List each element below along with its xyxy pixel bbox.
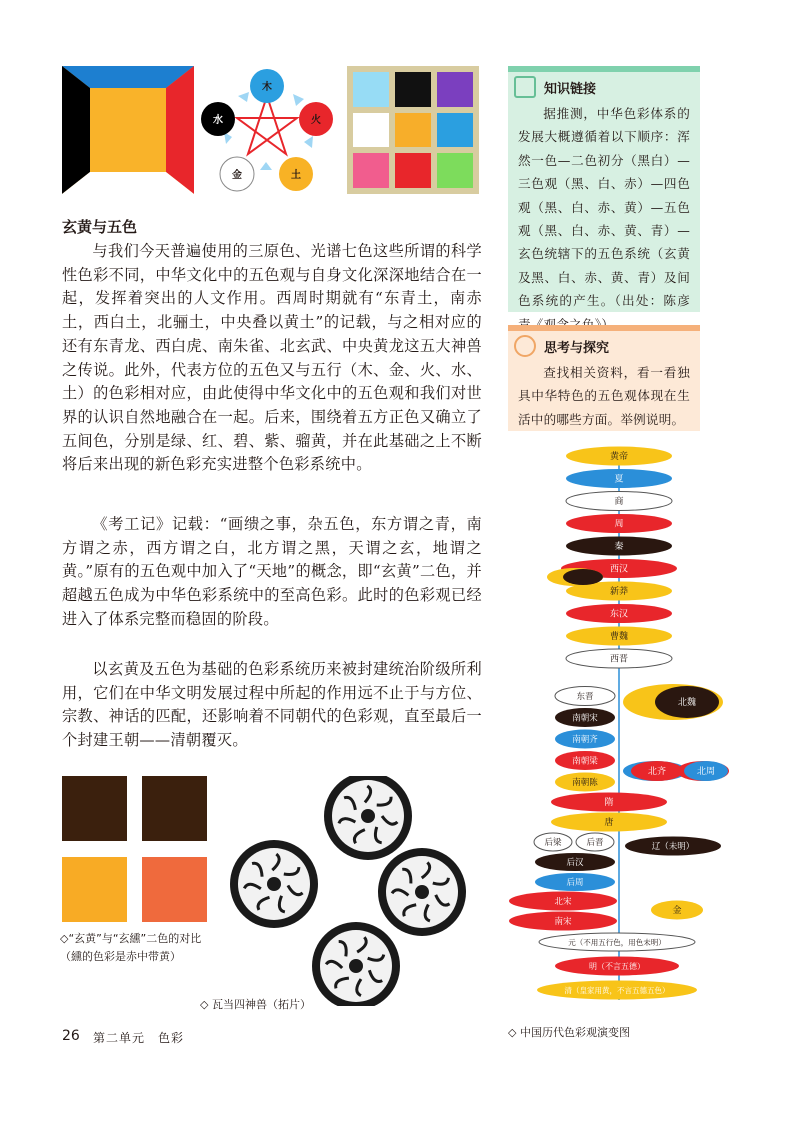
liao-label: 辽（未明） — [651, 842, 695, 852]
yuan-label: 元（不用五行色，用色未明） — [568, 938, 666, 947]
wheel-label-metal: 金 — [232, 170, 242, 181]
beiwei-label: 北魏 — [677, 698, 697, 708]
dynasty-label: 西晋 — [609, 654, 629, 665]
beiqi-label: 北齐 — [647, 767, 667, 777]
ming-label: 明（不言五德） — [589, 962, 645, 971]
five-elements-wheel — [200, 66, 335, 194]
beisong-label: 北宋 — [554, 897, 572, 907]
color-swatch — [353, 153, 389, 188]
unit-label: 第二单元 色彩 — [93, 1031, 185, 1045]
knowledge-link-box — [508, 66, 700, 312]
houhan-label: 后汉 — [566, 858, 584, 868]
xihan-black-band — [563, 569, 603, 585]
nanchao-label: 东晋 — [576, 692, 594, 702]
color-swatch-grid — [347, 66, 479, 194]
huang-square — [62, 857, 127, 922]
color-room-figure — [62, 66, 194, 194]
dynasty-label: 西汉 — [609, 564, 629, 575]
tile-rubbing — [312, 922, 400, 1006]
dynasty-label: 新莽 — [609, 587, 629, 597]
dynasty-label: 曹魏 — [609, 632, 629, 642]
section-title: 玄黄与五色 — [62, 218, 138, 236]
color-swatch — [437, 153, 473, 188]
caption-tiles: ◇ 瓦当四神兽（拓片） — [200, 998, 311, 1011]
dynasty-label: 秦 — [614, 542, 624, 552]
wheel-label-water: 水 — [213, 115, 223, 126]
nanchao-label: 南朝梁 — [572, 756, 598, 767]
dynasty-label: 商 — [614, 497, 624, 507]
paragraph-2: 《考工记》记载：“画缋之事，杂五色，东方谓之青，南方谓之赤，西方谓之白，北方谓之黑，天谓之玄，地谓之黄。”原有的五色观中加入了“天地”的概念，即“玄黄”二色，并超越五色成为中华色彩系统中的至高色彩。此时的色彩观已经进入了体系完整而稳固的阶段。 — [62, 515, 482, 628]
tile-rubbing — [378, 848, 466, 936]
color-swatch — [437, 72, 473, 107]
wheel-label-fire: 火 — [311, 115, 321, 126]
color-swatch — [395, 153, 431, 188]
page-number: 26 — [62, 1028, 80, 1044]
dynasty-label: 东汉 — [609, 609, 629, 620]
nanchao-label: 南朝齐 — [572, 735, 598, 745]
color-swatch — [395, 72, 431, 107]
nansong-label: 南宋 — [554, 917, 572, 927]
dynasty-label: 夏 — [614, 474, 624, 485]
color-swatch — [437, 113, 473, 148]
think-explore-title: 思考与探究 — [544, 340, 610, 356]
houliang-label: 后梁 — [544, 838, 562, 848]
lightbulb-icon — [514, 335, 536, 357]
wheel-label-wood: 木 — [262, 82, 272, 93]
think-explore-text: 查找相关资料，看一看独具中华特色的五色观体现在生活中的哪些方面。举例说明。 — [518, 365, 690, 427]
four-beasts-tiles-rubbing — [216, 776, 481, 1006]
nanchao-label: 南朝宋 — [572, 713, 598, 724]
paragraph-3: 以玄黄及五色为基础的色彩系统历来被封建统治阶级所利用，它们在中华文明发展过程中所起的作用远不止于与方位、宗教、神话的匹配，还影响着不同朝代的色彩观，直至最后一个封建王朝——清朝覆灭。 — [62, 660, 482, 750]
timeline-caption: ◇ 中国历代色彩观演变图 — [508, 1026, 630, 1039]
wheel-label-earth: 土 — [291, 170, 301, 181]
dynasty-label: 周 — [614, 519, 624, 530]
beizhou-label: 北周 — [696, 767, 716, 777]
dynasty-color-timeline — [505, 440, 730, 1010]
color-swatch — [395, 113, 431, 148]
tile-rubbing — [230, 840, 318, 928]
document-icon — [514, 76, 536, 98]
think-explore-box — [508, 325, 700, 431]
sui-label: 隋 — [604, 798, 614, 808]
color-swatch — [353, 113, 389, 148]
tile-rubbing — [324, 776, 412, 860]
dynasty-label: 黄帝 — [609, 452, 629, 462]
knowledge-link-title: 知识链接 — [544, 81, 597, 97]
houjin-label: 后晋 — [586, 838, 604, 848]
houzhou-label: 后周 — [566, 878, 584, 888]
tang-label: 唐 — [604, 818, 614, 828]
qing-label: 清（皇家用黄，不言五德五色） — [564, 986, 670, 995]
nanchao-label: 南朝陈 — [572, 778, 598, 788]
knowledge-link-text: 据推测，中华色彩体系的发展大概遵循着以下顺序：浑然一色—二色初分（黑白）—三色观（黑、白、赤）—四色观（黑、白、赤、黄）—五色观（黑、白、赤、黄、青）—玄色统辖下的五色系统（玄黄及黑、白、赤、黄、青）及间色系统的产生。（出处：陈彦 — [518, 106, 690, 309]
xuan-square-1 — [62, 776, 127, 841]
xuan-square-2 — [142, 776, 207, 841]
caption-xuanhuang: ◇“玄黄”与“玄纁”二色的对比 — [60, 932, 202, 945]
caption-xun-note: （纁的色彩是赤中带黄） — [60, 950, 181, 963]
paragraph-1: 与我们今天普遍使用的三原色、光谱七色这些所谓的科学性色彩不同，中华文化中的五色观与自身文化深深地结合在一起，发挥着突出的人文作用。西周时期就有“东青土，南赤土，西白土，北骊土，中央叠以黄土”的记载，与之相对应的还有东青龙、西白虎、南朱雀、北玄武、中央黄龙这五大神兽之传说。此外，代表方位的五色又与五行（木、金、火、水、土）的色彩相对应，由此使得中华文化中的五色观和我们对世界的认识自然地融合在一起。后来，围绕着五方正色又确立了五间色，分别是绿、红、碧、紫、骝黄，并在此基础之上不断将后来出现的新色彩充实进整个色彩系统中。 — [62, 242, 482, 474]
xun-square — [142, 857, 207, 922]
jin-label: 金 — [672, 906, 682, 916]
color-swatch — [353, 72, 389, 107]
